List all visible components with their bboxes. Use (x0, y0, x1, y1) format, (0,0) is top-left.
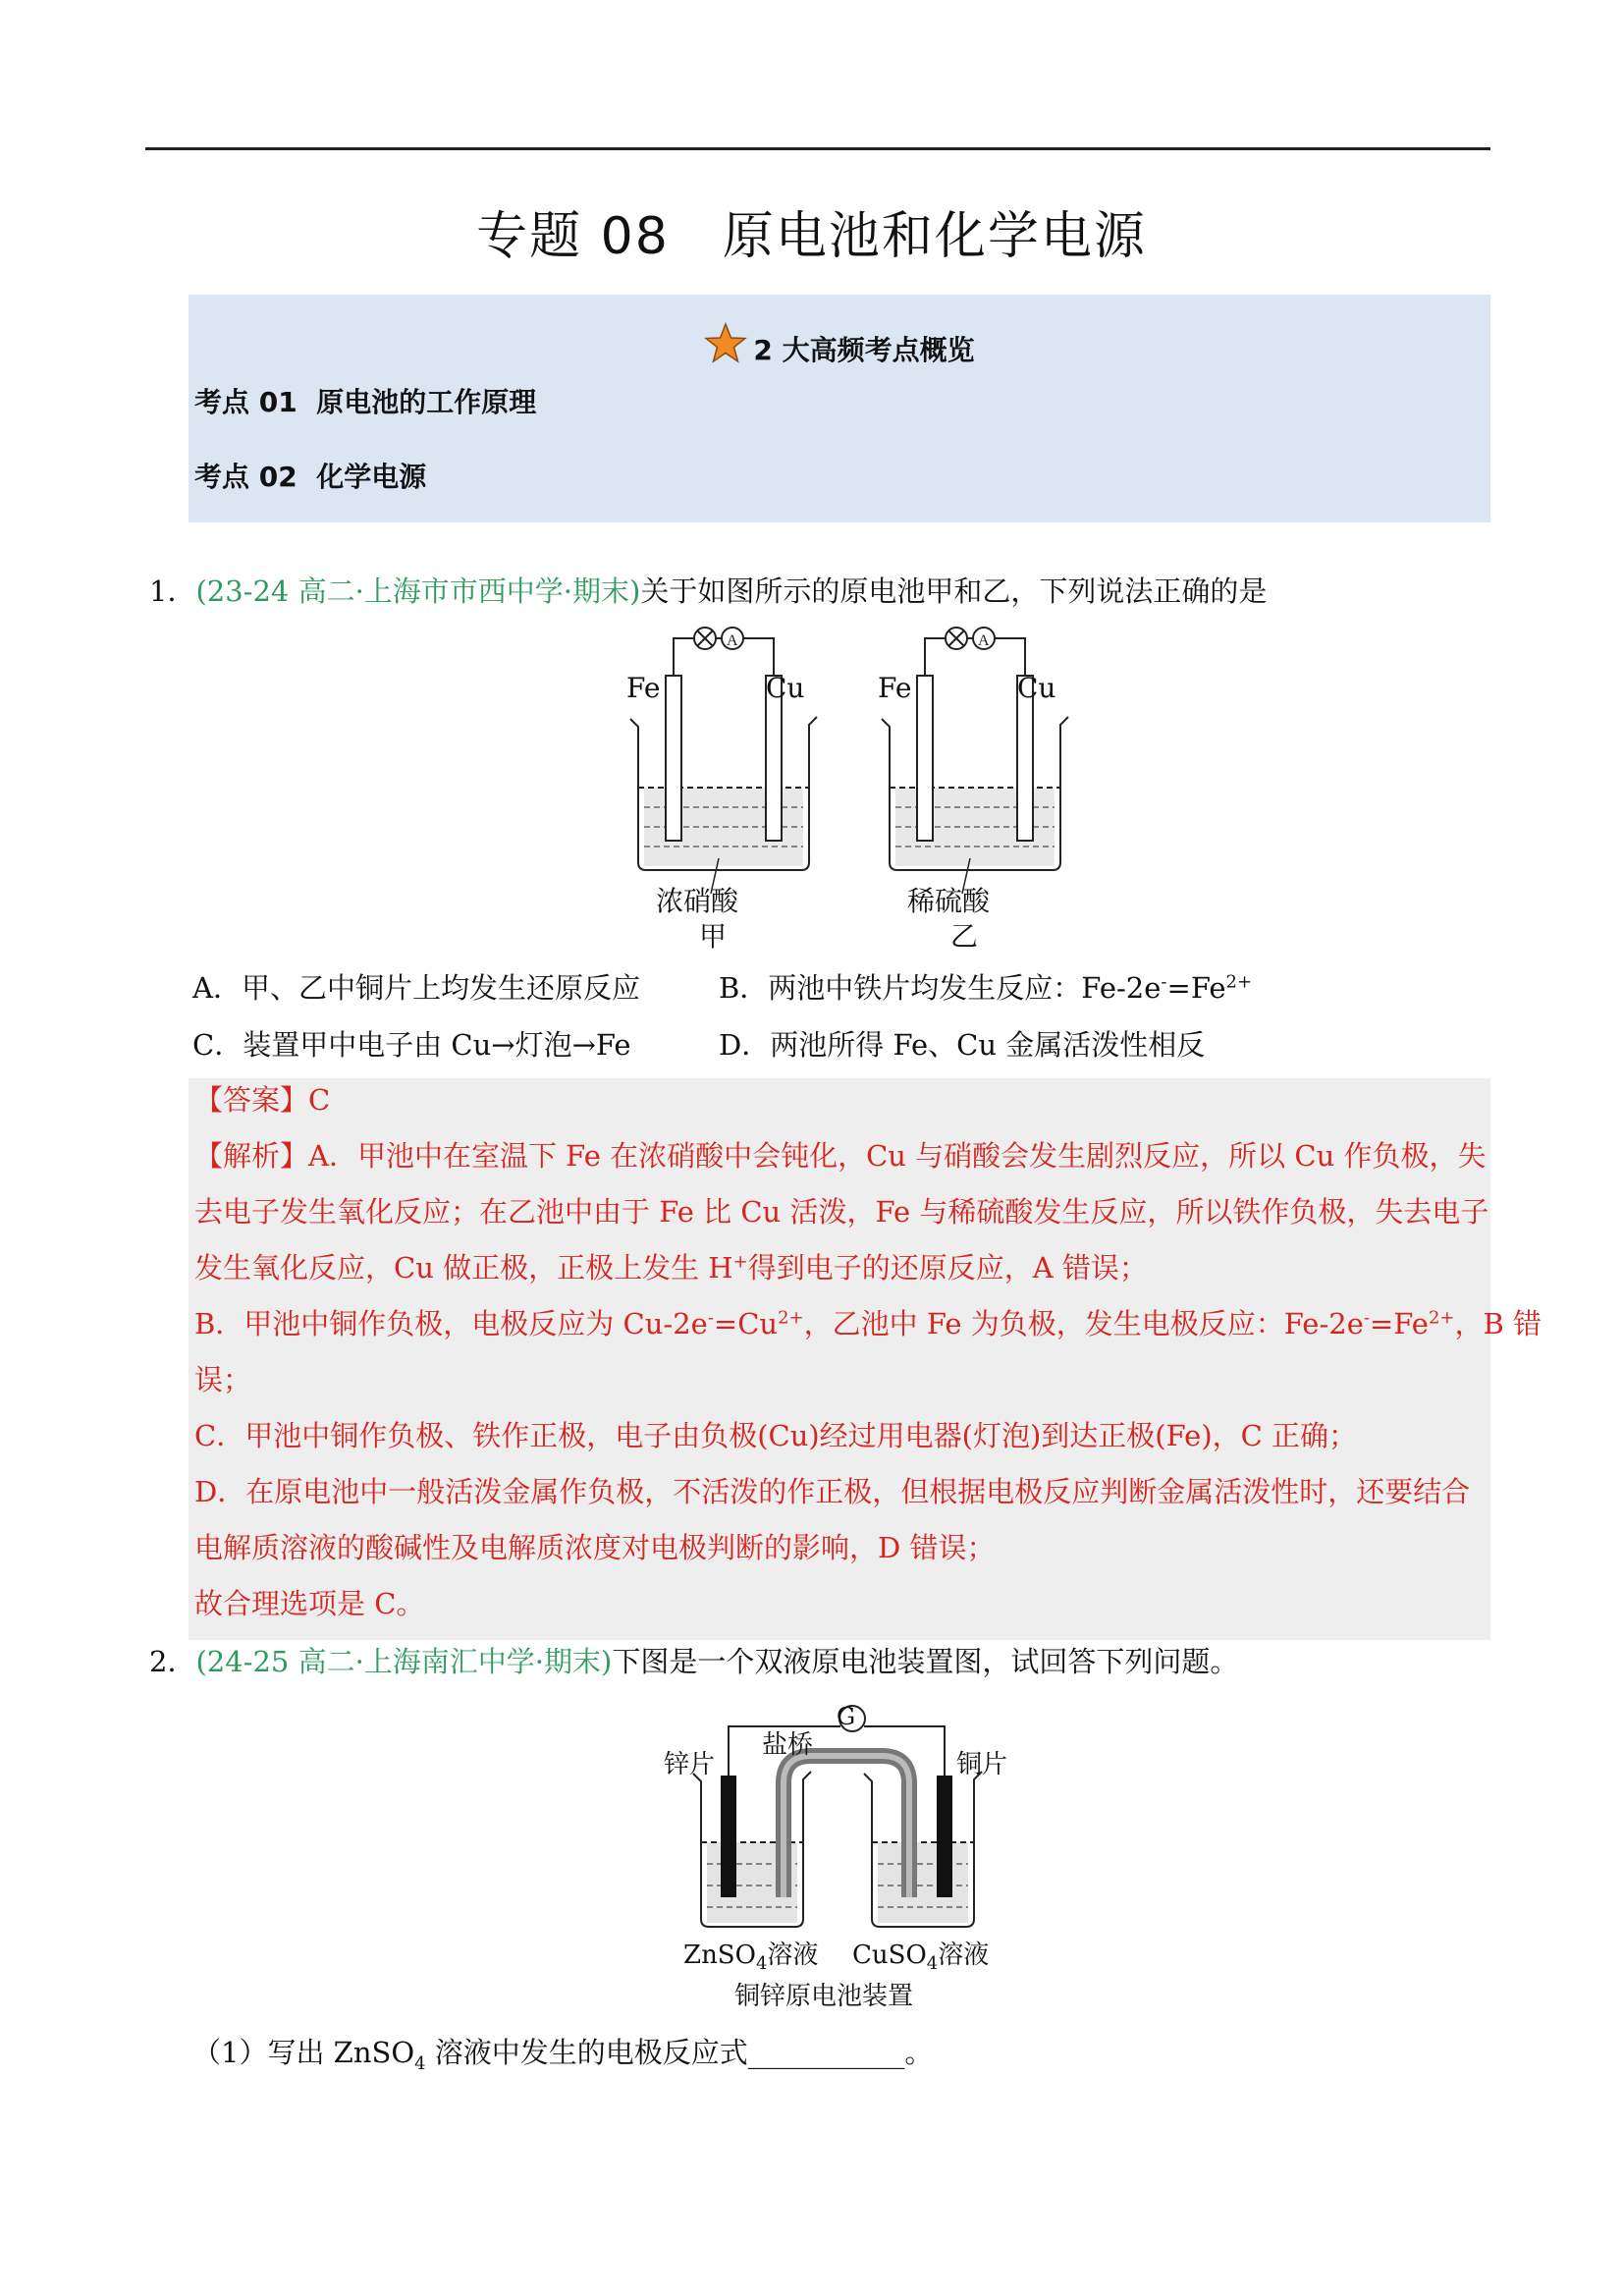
zinc-label: 锌片 (664, 1750, 716, 1779)
key-point-2: 考点 02 化学电源 (194, 461, 427, 493)
q1-jia-solution: 浓硝酸 (656, 885, 739, 917)
top-rule (145, 147, 1490, 150)
svg-text:A: A (727, 632, 738, 649)
cell-jia (630, 628, 817, 894)
analysis-line-7: D．在原电池中一般活泼金属作负极，不活泼的作正极，但根据电极反应判断金属活泼性时，还要结合 (194, 1475, 1471, 1508)
analysis-line-2: 去电子发生氧化反应；在乙池中由于 Fe 比 Cu 活泼，Fe 与稀硫酸发生反应，所以铁作负极，失去电子 (194, 1195, 1489, 1229)
cell-yi (882, 628, 1068, 894)
question-1-stem: 1．(23-24 高二·上海市市西中学·期末)关于如图所示的原电池甲和乙，下列说法正确的是 (149, 574, 1268, 608)
q1-yi-electrode-right: Cu (1017, 672, 1056, 704)
answer-label: 【答案】C (194, 1083, 331, 1117)
q1-option-c[interactable]: C．装置甲中电子由 Cu→灯泡→Fe (192, 1028, 631, 1062)
answer-panel (189, 1078, 1542, 1640)
analysis-line-5: 误； (194, 1363, 252, 1396)
analysis-line-9: 故合理选项是 C。 (194, 1587, 425, 1620)
page-title: 专题 08 原电池和化学电源 (476, 207, 1147, 266)
znso4-label: ZnSO$_4$溶液 (683, 1941, 819, 1975)
q2-sub-question-1: （1）写出 ZnSO$_4$ 溶液中发生的电极反应式___________。 (192, 2036, 934, 2074)
q1-jia-electrode-left: Fe (626, 672, 661, 704)
analysis-line-1: 【解析】A．甲池中在室温下 Fe 在浓硝酸中会钝化，Cu 与硝酸会发生剧烈反应，所以 Cu 作负极，失 (194, 1139, 1487, 1173)
question-1-source: (23-24 高二·上海市市西中学·期末) (195, 574, 641, 608)
q2-figure-caption: 铜锌原电池装置 (734, 1982, 914, 2011)
analysis-line-6: C．甲池中铜作负极、铁作正极，电子由负极(Cu)经过用电器(灯泡)到达正极(Fe)，C 正确； (194, 1419, 1358, 1452)
q1-option-d[interactable]: D．两池所得 Fe、Cu 金属活泼性相反 (719, 1028, 1206, 1062)
analysis-line-4: B．甲池中铜作负极，电极反应为 $Cu-2e^-=Cu^{2+}$，乙池中 Fe 为负极，发生电极反应：$Fe-2e^-=Fe^{2+}$，B 错 (194, 1307, 1542, 1340)
galvanometer-label: G (837, 1703, 856, 1730)
analysis-line-8: 电解质溶液的酸碱性及电解质浓度对电极判断的影响，D 错误； (194, 1531, 996, 1564)
overview-heading: 2 大高频考点概览 (753, 334, 975, 366)
q1-jia-name: 甲 (699, 920, 728, 953)
key-point-1: 考点 01 原电池的工作原理 (194, 386, 537, 418)
salt-bridge-label: 盐桥 (762, 1730, 814, 1760)
cuso4-label: CuSO$_4$溶液 (852, 1941, 990, 1975)
q1-yi-name: 乙 (950, 920, 979, 953)
q1-jia-electrode-right: Cu (766, 672, 805, 704)
q1-yi-solution: 稀硫酸 (907, 885, 991, 917)
q2-figure (658, 1695, 1051, 1950)
analysis-line-3: 发生氧化反应，Cu 做正极，正极上发生 H+得到电子的还原反应，A 错误； (194, 1251, 1148, 1285)
question-2-source: (24-25 高二·上海南汇中学·期末) (195, 1645, 613, 1678)
star-icon (704, 322, 747, 372)
overview-heading-row (189, 322, 1490, 372)
q1-option-a[interactable]: A．甲、乙中铜片上均发生还原反应 (192, 971, 640, 1005)
copper-label: 铜片 (956, 1750, 1008, 1779)
q1-yi-electrode-left: Fe (878, 672, 912, 704)
overview-panel (189, 295, 1490, 522)
q1-option-b[interactable]: B．两池中铁片均发生反应：$Fe-2e^-=Fe^{2+}$ (719, 971, 1253, 1005)
answer-blank[interactable]: ___________ (747, 2036, 905, 2069)
svg-text:A: A (978, 632, 990, 649)
question-2-stem: 2．(24-25 高二·上海南汇中学·期末)下图是一个双液原电池装置图，试回答下列问题。 (149, 1645, 1239, 1678)
